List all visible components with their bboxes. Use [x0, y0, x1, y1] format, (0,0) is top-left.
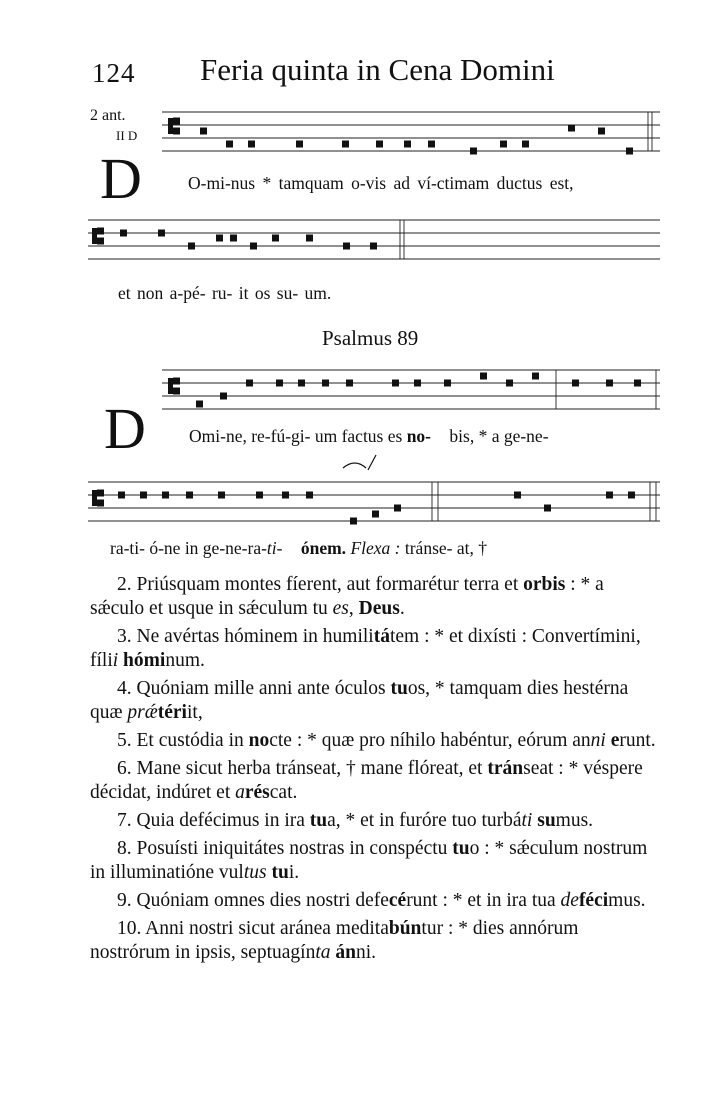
neume: [97, 500, 104, 507]
verse-segment: féci: [578, 890, 609, 911]
verse-7: [90, 809, 660, 833]
verse-segment: bún: [388, 918, 422, 939]
psalm-title: Psalmus 89: [322, 326, 419, 350]
page-title: Feria quinta in Cena Domini: [200, 52, 555, 87]
clef-icon: [168, 378, 173, 394]
verse-segment: no: [248, 730, 270, 751]
verse-5: [90, 729, 660, 753]
verse-segment: 8. Posuísti iniquitátes nostras in conspéctu: [117, 838, 453, 859]
verse-4: [90, 677, 660, 725]
psalm-lyrics-2a: ra-ti- ó-ne in ge-ne-ra-: [110, 538, 267, 558]
neume: [306, 235, 313, 242]
verse-segment: án: [335, 942, 356, 963]
verse-segment: i.: [288, 862, 300, 883]
verse-segment: cat.: [269, 782, 298, 803]
clef-icon: [168, 118, 173, 134]
verse-2: [90, 573, 660, 621]
psalm-lyrics-2c: ónem.: [300, 538, 347, 558]
neume: [97, 238, 104, 245]
verse-10: [90, 917, 660, 965]
verse-segment: 3. Ne avértas hóminem in humili: [117, 626, 374, 647]
verse-segment: mus.: [608, 890, 646, 911]
verse-segment: 10. Anni nostri sicut aránea medita: [117, 918, 389, 939]
neume: [376, 141, 383, 148]
neume: [306, 492, 313, 499]
verse-segment: trán: [487, 758, 524, 779]
psalm-lyrics-2e: tránse- at, †: [404, 538, 487, 558]
neume: [414, 380, 421, 387]
verse-segment: hómi: [123, 650, 166, 671]
neume: [97, 490, 104, 497]
verse-segment: 6. Mane sicut herba tránseat, † mane flóreat, et: [117, 758, 488, 779]
neume: [568, 125, 575, 132]
verse-segment: tem : * et dixísti : Convertímini, fíli: [90, 626, 641, 671]
neume: [216, 235, 223, 242]
verse-segment: 2. Priúsquam montes fíerent, aut formarétur terra et: [117, 574, 524, 595]
neume: [200, 128, 207, 135]
neume: [370, 243, 377, 250]
neume: [628, 492, 635, 499]
neume: [298, 380, 305, 387]
verse-segment: orbis: [523, 574, 566, 595]
verse-segment: tá: [373, 626, 390, 647]
page-number: 124: [92, 58, 136, 88]
neume: [173, 378, 180, 385]
neume: [342, 141, 349, 148]
neume: [218, 492, 225, 499]
verse-segment: i: [112, 650, 119, 671]
psalm-lyrics-1b: no-: [406, 426, 432, 446]
neume: [226, 141, 233, 148]
neume: [372, 511, 379, 518]
verse-segment: o : * sǽculum nostrum in illuminatióne vul: [90, 838, 648, 883]
neume: [173, 118, 180, 125]
neume: [500, 141, 507, 148]
verse-segment: a, * et in furóre tuo turbá: [327, 810, 522, 831]
neume: [544, 505, 551, 512]
verse-8: [90, 837, 660, 885]
verse-segment: cé: [388, 890, 407, 911]
verse-segment: os, * tamquam dies hestérna quæ: [90, 678, 629, 723]
verse-segment: ni: [590, 730, 606, 751]
neume: [634, 380, 641, 387]
verse-segment: mus.: [555, 810, 594, 831]
neume: [394, 505, 401, 512]
neume: [140, 492, 147, 499]
neume: [250, 243, 257, 250]
neume: [480, 373, 487, 380]
verse-segment: téri: [157, 702, 187, 723]
verse-segment: es: [332, 598, 349, 619]
neume: [97, 228, 104, 235]
verse-3: [90, 625, 660, 673]
verse-9: [90, 889, 660, 913]
verse-segment: prǽ: [127, 702, 158, 723]
neume: [196, 401, 203, 408]
mode-label: 2 ant.: [90, 107, 126, 124]
verse-segment: : * a sǽculo et usque in sǽculum tu: [90, 574, 604, 619]
neume: [118, 492, 125, 499]
verse-segment: tu: [452, 838, 470, 859]
initial-letter: D: [100, 146, 142, 211]
neume: [276, 380, 283, 387]
verse-segment: rés: [244, 782, 270, 803]
psalm-verses: [90, 573, 660, 969]
mode-number: II D: [116, 128, 138, 143]
verse-segment: seat : * véspere décidat, indúret et: [90, 758, 643, 803]
neume: [350, 518, 357, 525]
neume: [158, 230, 165, 237]
psalm-lyrics-1c: bis, * a ge-ne-: [449, 426, 549, 446]
clef-icon: [92, 228, 97, 244]
verse-segment: cte : * quæ pro níhilo habéntur, eórum an: [269, 730, 591, 751]
neume: [514, 492, 521, 499]
neume: [272, 235, 279, 242]
verse-segment: a: [235, 782, 245, 803]
psalm-lyrics-1a: Omi-ne, re-fú-gi- um factus es: [189, 426, 403, 446]
verse-segment: e: [610, 730, 620, 751]
verse-segment: runt : * et in ira tua: [406, 890, 561, 911]
neume: [162, 492, 169, 499]
neume: [522, 141, 529, 148]
neume: [572, 380, 579, 387]
neume: [186, 492, 193, 499]
neume: [296, 141, 303, 148]
neume: [626, 148, 633, 155]
verse-segment: ta: [315, 942, 331, 963]
neume: [322, 380, 329, 387]
psalm-initial-letter: D: [104, 396, 146, 461]
verse-segment: 7. Quia defécimus in ira: [117, 810, 310, 831]
verse-segment: ni.: [355, 942, 377, 963]
neume: [188, 243, 195, 250]
verse-segment: tu: [309, 810, 328, 831]
verse-segment: 4. Quóniam mille anni ante óculos: [117, 678, 391, 699]
neume: [173, 388, 180, 395]
antiphon-lyrics-line1: O-mi-nus * tamquam o-vis ad ví-ctimam ductus est,: [188, 173, 574, 193]
clef-icon: [92, 490, 97, 506]
neume: [173, 128, 180, 135]
verse-segment: tu: [390, 678, 408, 699]
verse-segment: tu: [271, 862, 289, 883]
neume: [598, 128, 605, 135]
neume: [428, 141, 435, 148]
neume: [444, 380, 451, 387]
neume: [392, 380, 399, 387]
neume: [606, 380, 613, 387]
neume: [343, 243, 350, 250]
psalm-lyrics-2d: Flexa :: [350, 538, 401, 558]
verse-segment: 5. Et custódia in: [117, 730, 249, 751]
neume: [282, 492, 289, 499]
verse-segment: .: [399, 598, 405, 619]
verse-6: [90, 757, 660, 805]
verse-segment: 9. Quóniam omnes dies nostri defe: [117, 890, 389, 911]
neume: [248, 141, 255, 148]
verse-segment: runt.: [619, 730, 656, 751]
neume: [230, 235, 237, 242]
verse-segment: tus: [243, 862, 267, 883]
psalm-lyrics-2b: ti-: [266, 538, 283, 558]
neume: [532, 373, 539, 380]
neume: [346, 380, 353, 387]
neume: [246, 380, 253, 387]
neume: [606, 492, 613, 499]
neume: [506, 380, 513, 387]
neume: [120, 230, 127, 237]
verse-segment: Deus: [358, 598, 400, 619]
verse-segment: ti: [521, 810, 533, 831]
verse-segment: it,: [186, 702, 203, 723]
verse-segment: de: [560, 890, 579, 911]
verse-segment: num.: [165, 650, 205, 671]
neume: [220, 393, 227, 400]
neume: [470, 148, 477, 155]
verse-segment: ,: [348, 598, 359, 619]
neume: [404, 141, 411, 148]
neume: [256, 492, 263, 499]
antiphon-lyrics-line2: et non a-pé- ru- it os su- um.: [118, 283, 332, 303]
verse-segment: su: [537, 810, 556, 831]
verse-segment: tur : * dies annórum nostrórum in ipsis, septuagín: [90, 918, 579, 963]
